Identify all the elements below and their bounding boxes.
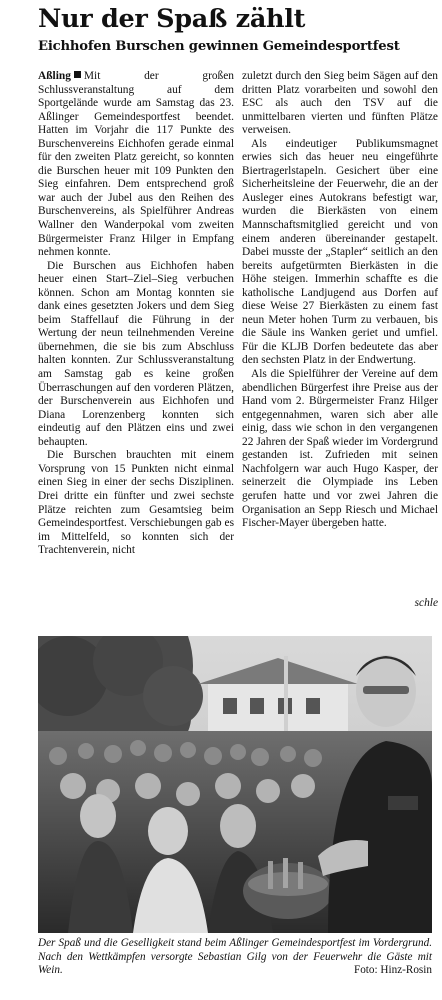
article-column-left bbox=[38, 70, 234, 558]
event-photo bbox=[38, 636, 432, 933]
author-signature: schle bbox=[414, 597, 438, 609]
lead-text: Mit der großen Schlussveranstaltung auf dem Sportgelände wurde am Samstag das 23. Aßlinger Gemeindesportfest beendet. Hatten im Vorjahr die 117 Punkte des Burschenvereins Eichhofen gerade einmal für den zweiten Platz gereicht, so konnten die Burschen heuer mit 109 Punkten den Sieg einfahren. Dem entsprechend groß war auch der Jubel aus den Reihen des Burschenvereins, als Spielführer Andreas Wallner den Wanderpokal vom zweiten Bürgermeister Franz Hilger in Empfang nehmen konnte. bbox=[38, 70, 234, 259]
headline: Nur der Spaß zählt bbox=[38, 4, 306, 34]
dateline: Aßling bbox=[38, 70, 71, 82]
paragraph-2: Die Burschen aus Eichhofen haben heuer einen Start–Ziel–Sieg verbuchen können. Schon am Montag konnten sie dank eines gesetzten Jokers und dem Sieg beim Staffellauf die Führung in der Wertung der neun teilnehmenden Vereine übernehmen, die sie bis zum Abschluss halten konnten. Zur Schlussveranstaltung am Samstag gab es keine großen Überraschungen auf den vorderen Plätzen, der Burschenverein aus Eichhofen und Diana Lorenzenberg konnten sich eindeutig auf den Plätzen eins und zwei behaupten. bbox=[38, 259, 234, 448]
article-column-right bbox=[242, 70, 438, 531]
dateline-square-icon bbox=[74, 71, 81, 78]
paragraph-3: Die Burschen brauchten mit einem Vorsprung von 15 Punkten nicht einmal einen Sieg in einer der sechs Disziplinen. Drei dritte ein fünfter und zwei sechste Plätze reichten zum Gesamtsieg beim Gemeindesportfest. Verschiebungen gab es im Mittelfeld, so konnten sich der Trachtenverein, nicht bbox=[38, 449, 234, 557]
paragraph-6: Als die Spielführer der Vereine auf dem abendlichen Bürgerfest ihre Preise aus der Hand vom 2. Bürgermeister Franz Hilger entgegennahmen, waren sich aber alle einig, dass wie schon in den vergangenen 22 Jahren der Spaß wieder im Vordergrund gestanden ist. Zufrieden mit seinen Nachfolgern war auch Hugo Kasper, der seinerzeit die Olympiade ins Leben gerufen hatte und vor zwei Jahren die Organisation an Sepp Riesch und Michael Fischer-Mayer übergeben hatte. bbox=[242, 368, 438, 530]
photo-caption-text: Der Spaß und die Geselligkeit stand beim Aßlinger Gemeindesportfest im Vordergrund. Nach den Wettkämpfen versorgte Sebastian Gilg von der Feuerwehr die Gäste mit Wein. bbox=[38, 937, 432, 976]
photo-caption bbox=[38, 937, 432, 978]
event-photo-image bbox=[38, 636, 432, 933]
subheadline: Eichhofen Burschen gewinnen Gemeindesportfest bbox=[38, 39, 400, 54]
photo-credit: Foto: Hinz-Rosin bbox=[353, 964, 432, 976]
paragraph-5: Als eindeutiger Publikumsmagnet erwies sich das heuer neu eingeführte Biertragerlstapeln. Gesichert über eine Sicherheitsleine der Feuerwehr, die an der Ausleger eines Autokrans befestigt war, wurden die Bierkästen von einem Mannschaftsmitglied gereicht und von einem anderen übereinander gestapelt. Dabei musste der „Stapler“ seitlich an den bereits aufgetürmten Bierkästen in die Höhe steigen. Immerhin schaffte es die katholische Landjugend aus Dorfen auf diese Weise 27 Bierkästen zu einem fast neun Meter hohen Turm zu verbauen, bis die Säule ins Wanken geriet und umfiel. Für die KLJB Dorfen bedeutete das aber den sechsten Platz in der Endwertung. bbox=[242, 137, 438, 367]
lead-paragraph bbox=[38, 70, 234, 260]
paragraph-4: zuletzt durch den Sieg beim Sägen auf den dritten Platz vorarbeiten und sowohl den ESC als auch den TSV auf die unmittelbaren vierten und fünften Plätze verweisen. bbox=[242, 70, 438, 137]
